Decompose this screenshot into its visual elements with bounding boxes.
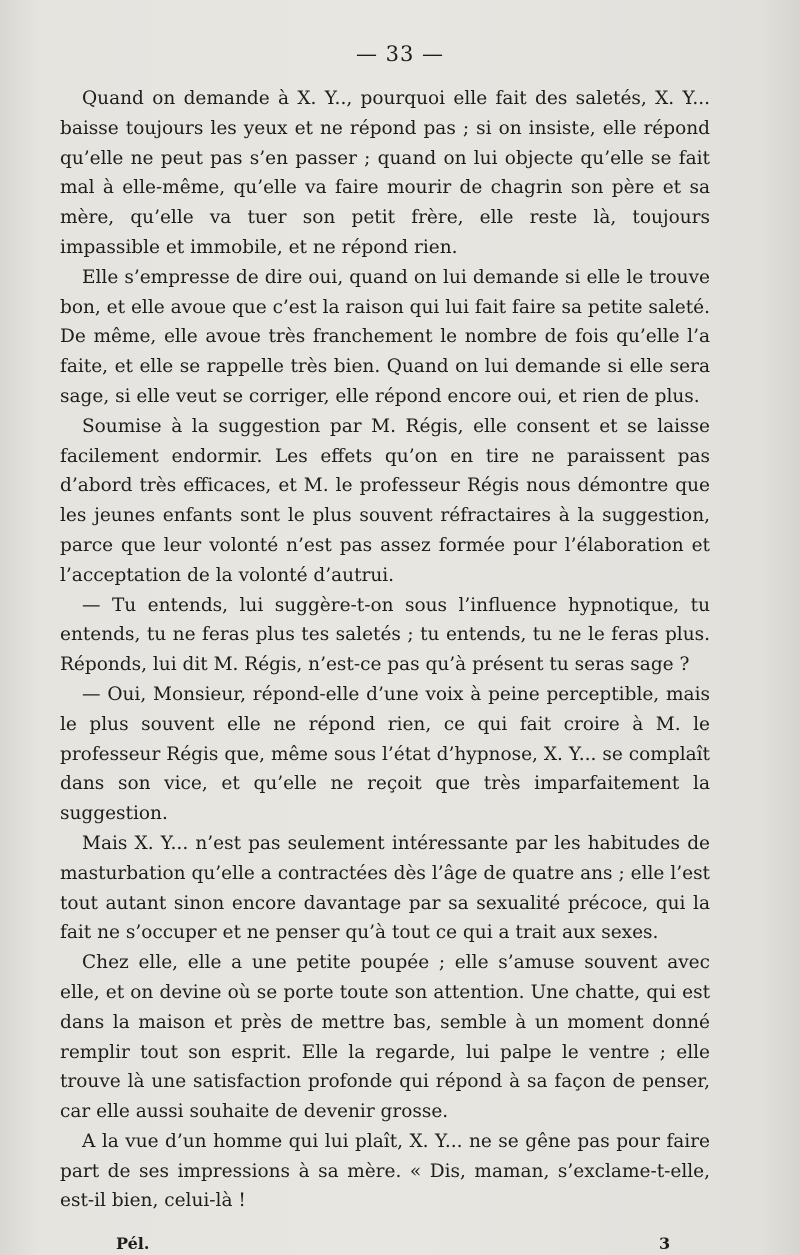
paragraph: A la vue d’un homme qui lui plaît, X. Y... ne se gêne pas pour faire part de ses impressions à sa mère. « Dis, maman, s’exclame-t-elle, est-il bien, celui-là !: [60, 1130, 710, 1212]
page-number: — 33 —: [355, 42, 445, 66]
body-text: [60, 84, 710, 1216]
sheet-number: 3: [659, 1234, 671, 1253]
paragraph: — Tu entends, lui suggère-t-on sous l’influence hypnotique, tu entends, tu ne feras plus tes saletés ; tu entends, tu ne le feras plus. Réponds, lui dit M. Régis, n’est-ce pas qu’à présent tu seras sage ?: [60, 594, 710, 676]
paragraph: Quand on demande à X. Y.., pourquoi elle fait des saletés, X. Y... baisse toujours les yeux et ne répond pas ; si on insiste, elle répond qu’elle ne peut pas s’en passer ; quand on lui objecte qu’elle se fait mal à elle-même, qu’elle va faire mourir de chagrin son père et sa mère, qu’elle va tuer son petit frère, elle reste là, toujours impassible et immobile, et ne répond rien.: [60, 88, 710, 258]
paragraph: Soumise à la suggestion par M. Régis, elle consent et se laisse facilement endormir. Les effets qu’on en tire ne paraissent pas d’abord très efficaces, et M. le professeur Régis nous démontre que les jeunes enfants sont le plus souvent réfractaires à la suggestion, parce que leur volonté n’est pas assez formée pour l’élaboration et l’acceptation de la volonté d’autrui.: [60, 415, 710, 586]
paragraph: — Oui, Monsieur, répond-elle d’une voix à peine perceptible, mais le plus souvent elle ne répond rien, ce qui fait croire à M. le professeur Régis que, même sous l’état d’hypnose, X. Y... se complaît dans son vice, et qu’elle ne reçoit que très imparfaitement la suggestion.: [60, 683, 710, 825]
paragraph: Mais X. Y... n’est pas seulement intéressante par les habitudes de masturbation qu’elle a contractées dès l’âge de quatre ans ; elle l’est tout autant sinon encore davantage par sa sexualité précoce, qui la fait ne s’occuper et ne penser qu’à tout ce qui a trait aux sexes.: [60, 832, 710, 944]
paragraph: Elle s’empresse de dire oui, quand on lui demande si elle le trouve bon, et elle avoue que c’est la raison qui lui fait faire sa petite saleté. De même, elle avoue très franchement le nombre de fois qu’elle l’a faite, et elle se rappelle très bien. Quand on lui demande si elle sera sage, si elle veut se corriger, elle répond encore oui, et rien de plus.: [60, 266, 710, 407]
paragraph: Chez elle, elle a une petite poupée ; elle s’amuse souvent avec elle, et on devine où se porte toute son attention. Une chatte, qui est dans la maison et près de mettre bas, semble à un moment donné remplir tout son esprit. Elle la regarde, lui palpe le ventre ; elle trouve là une satisfaction profonde qui répond à sa façon de penser, car elle aussi souhaite de devenir grosse.: [60, 952, 710, 1123]
printer-signature: Pél.: [116, 1234, 150, 1253]
